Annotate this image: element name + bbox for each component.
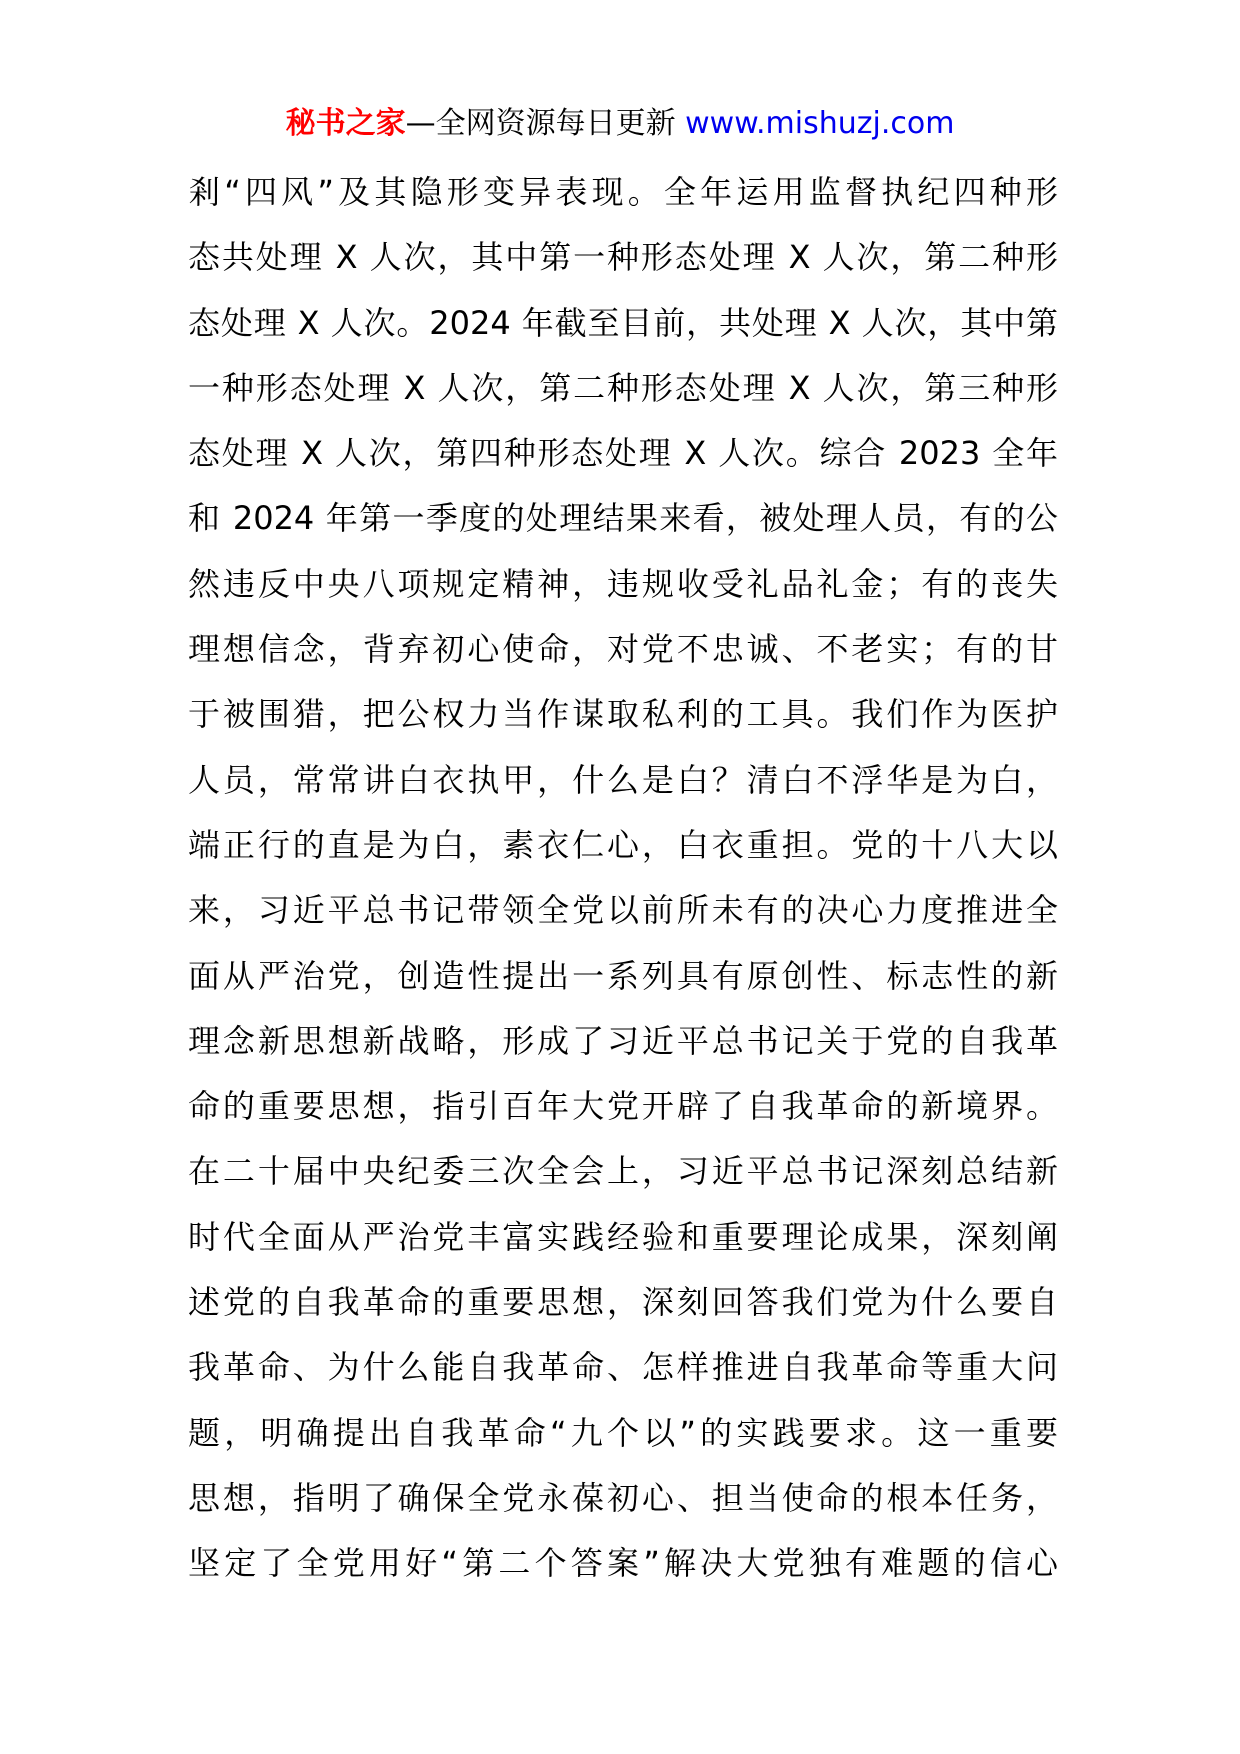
text-line: 命的重要思想，指引百年大党开辟了自我革命的新境界。 xyxy=(188,1087,1058,1126)
text-line: 态处理 X 人次。2024 年截至目前，共处理 X 人次，其中第 xyxy=(188,303,1058,342)
text-line: 剎“四风”及其隐形变异表现。全年运用监督执纪四种形 xyxy=(188,173,1058,211)
text-line: 一种形态处理 X 人次，第二种形态处理 X 人次，第三种形 xyxy=(188,368,1058,407)
text-line: 题，明确提出自我革命“九个以”的实践要求。这一重要 xyxy=(188,1413,1058,1452)
text-line: 态共处理 X 人次，其中第一种形态处理 X 人次，第二种形 xyxy=(188,238,1058,277)
text-line: 思想，指明了确保全党永葆初心、担当使命的根本任务， xyxy=(188,1478,1058,1517)
text-line: 人员，常常讲白衣执甲，什么是白？清白不浮华是为白， xyxy=(188,760,1058,799)
text-line: 来，习近平总书记带领全党以前所未有的决心力度推进全 xyxy=(188,891,1058,930)
header-tagline: —全网资源每日更新 xyxy=(405,106,686,141)
text-line: 面从严治党，创造性提出一系列具有原创性、标志性的新 xyxy=(188,956,1058,995)
text-line: 于被围猎，把公权力当作谋取私利的工具。我们作为医护 xyxy=(188,695,1058,734)
text-line: 和 2024 年第一季度的处理结果来看，被处理人员，有的公 xyxy=(188,499,1058,538)
text-line: 时代全面从严治党丰富实践经验和重要理论成果，深刻阐 xyxy=(188,1217,1058,1256)
text-line: 在二十届中央纪委三次全会上，习近平总书记深刻总结新 xyxy=(188,1152,1058,1191)
text-line: 理念新思想新战略，形成了习近平总书记关于党的自我革 xyxy=(188,1021,1058,1060)
text-line: 端正行的直是为白，素衣仁心，白衣重担。党的十八大以 xyxy=(188,825,1058,864)
text-line: 理想信念，背弃初心使命，对党不忠诚、不老实；有的甘 xyxy=(188,630,1058,669)
document-body xyxy=(188,160,1058,1597)
brand-name: 秘书之家 xyxy=(285,106,406,141)
text-line: 述党的自我革命的重要思想，深刻回答我们党为什么要自 xyxy=(188,1283,1058,1322)
website-link[interactable]: www.mishuzj.com xyxy=(685,106,955,141)
text-line: 然违反中央八项规定精神，违规收受礼品礼金；有的丧失 xyxy=(188,564,1058,603)
text-line: 我革命、为什么能自我革命、怎样推进自我革命等重大问 xyxy=(188,1348,1058,1387)
page-header xyxy=(0,104,1240,144)
text-line: 坚定了全党用好“第二个答案”解决大党独有难题的信心 xyxy=(188,1544,1058,1583)
text-line: 态处理 X 人次，第四种形态处理 X 人次。综合 2023 全年 xyxy=(188,434,1058,473)
